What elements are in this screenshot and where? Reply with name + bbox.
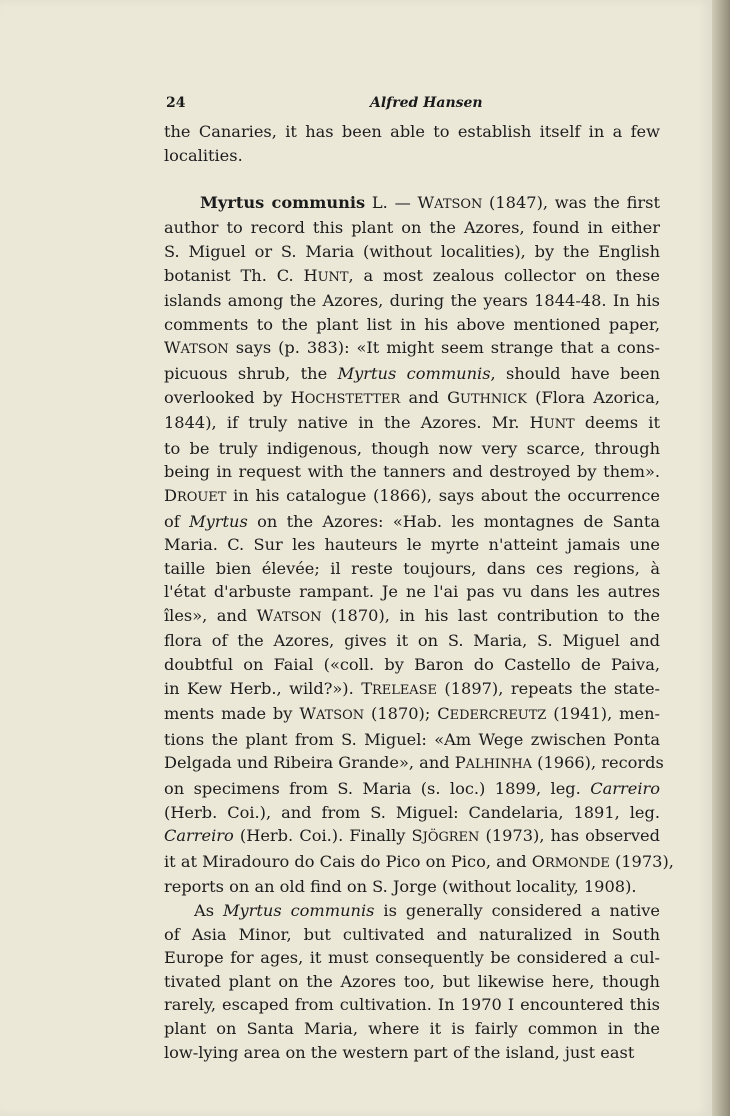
text-line: Myrtus communis L. — WATSON (1847), was the first [200, 192, 660, 212]
page-header [166, 95, 660, 117]
text-line: botanist Th. C. HUNT, a most zealous collector on these [164, 265, 660, 285]
paragraph-gap [164, 167, 660, 191]
text-line: being in request with the tanners and destroyed by them». [164, 462, 660, 482]
text-line: Europe for ages, it must consequently be considered a cul- [164, 948, 660, 968]
text-line: S. Miguel or S. Maria (without localities), by the English [164, 241, 660, 261]
text-line: rarely, escaped from cultivation. In 1970 I encountered this [164, 995, 660, 1015]
text-line: it at Miradouro do Cais do Pico on Pico, and ORMONDE (1973), [164, 851, 674, 871]
text-line: in Kew Herb., wild?»). TRELEASE (1897), repeats the state- [164, 678, 660, 698]
text-line: l'état d'arbuste rampant. Je ne l'ai pas vu dans les autres [164, 582, 660, 602]
text-line: localities. [164, 145, 243, 165]
text-line: Maria. C. Sur les hauteurs le myrte n'atteint jamais une [164, 535, 660, 555]
text-line: îles», and WATSON (1870), in his last contribution to the [164, 605, 660, 625]
text-line: (Herb. Coi.), and from S. Miguel: Candelaria, 1891, leg. [164, 802, 660, 822]
text-line: picuous shrub, the Myrtus communis, should have been [164, 363, 660, 383]
text-line: 1844), if truly native in the Azores. Mr. HUNT deems it [164, 413, 660, 433]
text-line: tivated plant on the Azores too, but likewise here, though [164, 971, 660, 991]
text-line: author to record this plant on the Azores, found in either [164, 218, 660, 238]
text-line: WATSON says (p. 383): «It might seem strange that a cons- [164, 338, 660, 358]
text-line: to be truly indigenous, though now very scarce, through [164, 438, 660, 458]
text-line: taille bien élevée; il reste toujours, dans ces regions, à [164, 558, 660, 578]
text-line: of Asia Minor, but cultivated and naturalized in South [164, 924, 660, 944]
text-line: tions the plant from S. Miguel: «Am Wege zwischen Ponta [164, 729, 660, 749]
text-line: DROUET in his catalogue (1866), says about the occurrence [164, 485, 660, 505]
text-line: overlooked by HOCHSTETTER and GUTHNICK (Flora Azorica, [164, 387, 660, 407]
text-line: As Myrtus communis is generally considered a native [194, 901, 660, 920]
text-line: flora of the Azores, gives it on S. Maria, S. Miguel and [164, 631, 660, 651]
body-text [164, 120, 674, 1064]
text-line: ments made by WATSON (1870); CEDERCREUTZ (1941), men- [164, 704, 660, 724]
text-line: doubtful on Faial («coll. by Baron do Castello de Paiva, [164, 655, 660, 675]
text-line: low-lying area on the western part of the island, just east [164, 1042, 635, 1062]
text-line: of Myrtus on the Azores: «Hab. les montagnes de Santa [164, 511, 660, 531]
text-line: Carreiro (Herb. Coi.). Finally SJÖGREN (1973), has observed [164, 826, 660, 846]
text-line: islands among the Azores, during the years 1844-48. In his [164, 291, 660, 311]
text-line: comments to the plant list in his above mentioned paper, [164, 314, 660, 334]
text-line: on specimens from S. Maria (s. loc.) 1899, leg. Carreiro [164, 779, 660, 799]
page-edge [712, 0, 730, 1116]
text-line: plant on Santa Maria, where it is fairly common in the [164, 1018, 660, 1038]
text-line: the Canaries, it has been able to establish itself in a few [164, 122, 660, 141]
page-number: 24 [166, 95, 186, 111]
text-line: reports on an old find on S. Jorge (without locality, 1908). [164, 877, 637, 897]
text-line: Delgada und Ribeira Grande», and PALHINHA (1966), records [164, 753, 664, 773]
running-head: Alfred Hansen [370, 95, 483, 111]
